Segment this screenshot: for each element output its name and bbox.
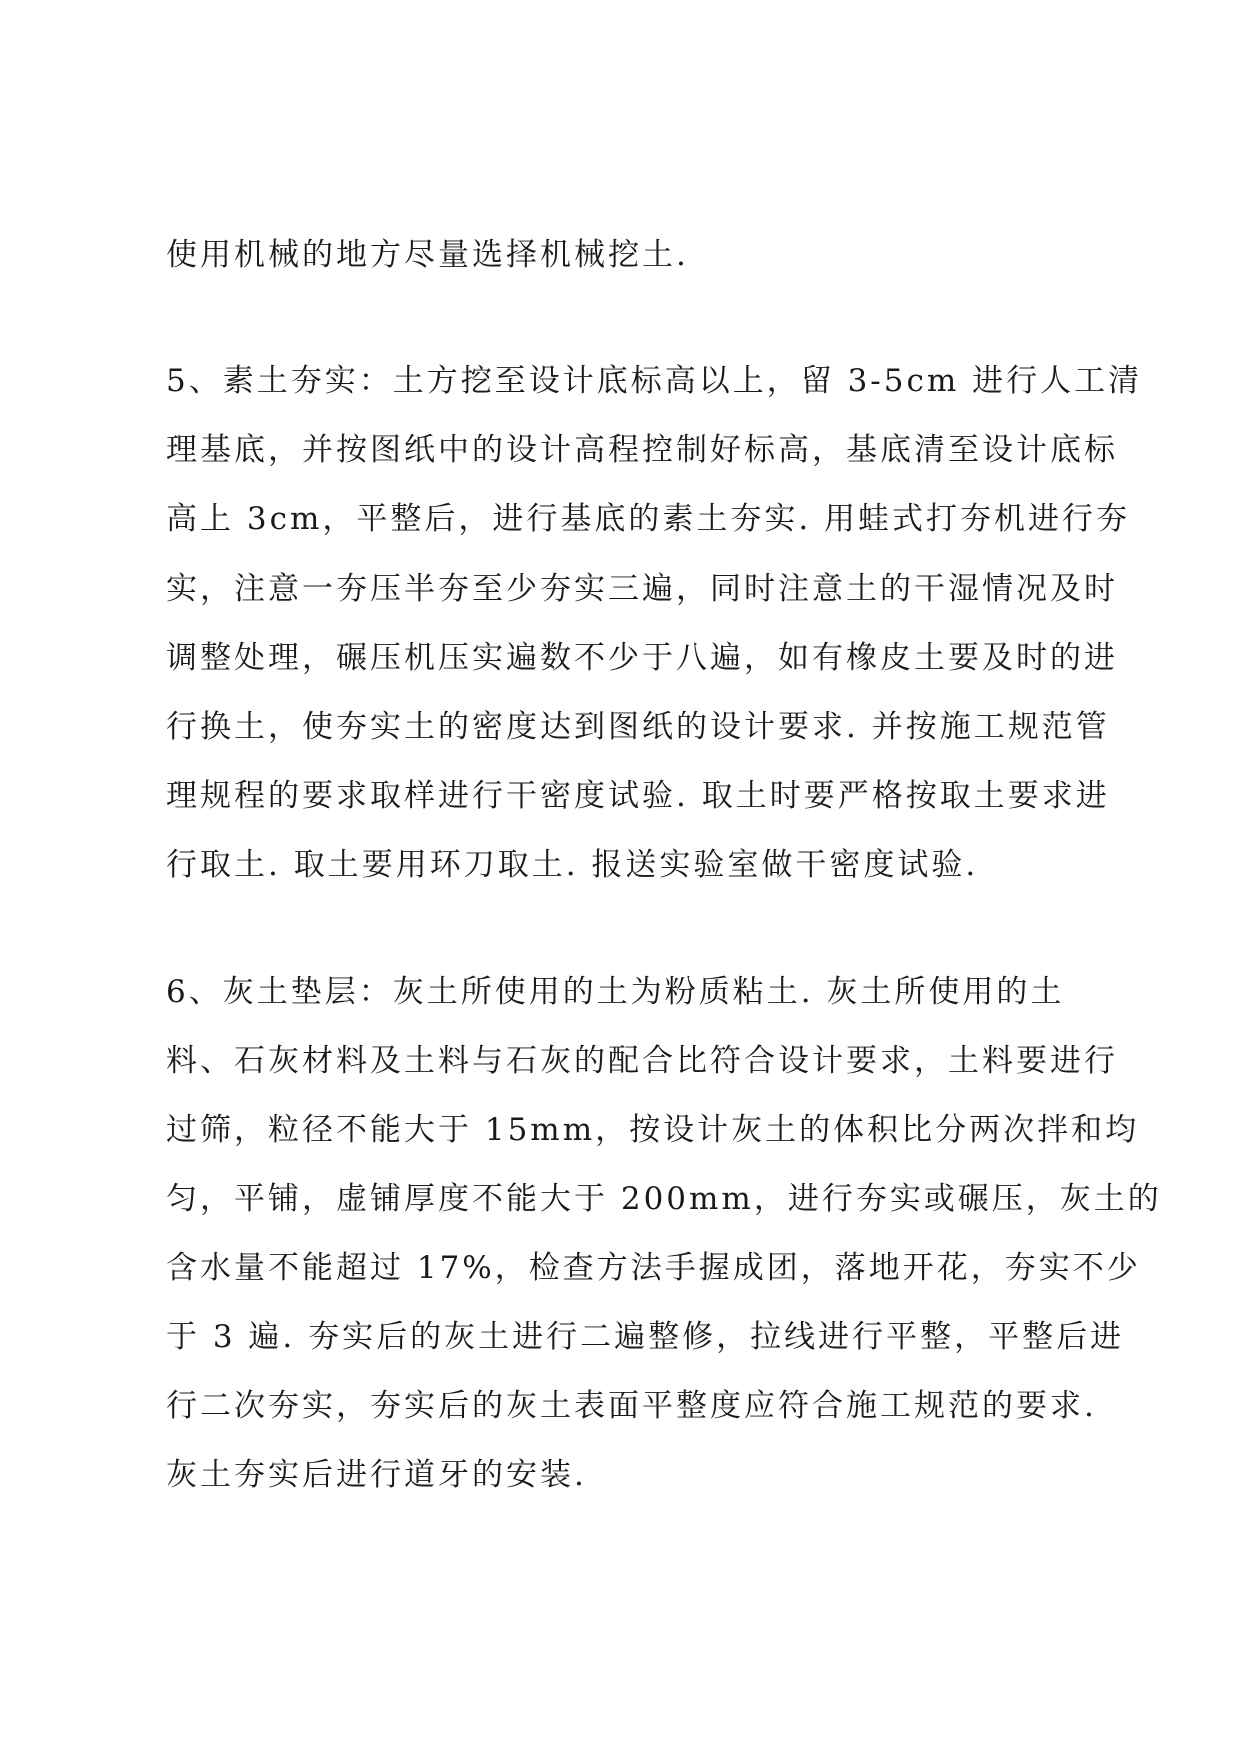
paragraph-6-line-1: 6、灰土垫层：灰土所使用的土为粉质粘土. 灰土所使用的土 <box>166 974 1065 1010</box>
paragraph-6-line-4: 匀，平铺，虚铺厚度不能大于 200mm，进行夯实或碾压，灰土的 <box>166 1181 1162 1217</box>
paragraph-4-tail-line: 使用机械的地方尽量选择机械挖土. <box>166 237 689 273</box>
paragraph-6-line-8: 灰土夯实后进行道牙的安装. <box>166 1457 587 1493</box>
paragraph-5-line-8: 行取土. 取土要用环刀取土. 报送实验室做干密度试验. <box>166 847 979 883</box>
paragraph-5-line-4: 实，注意一夯压半夯至少夯实三遍，同时注意土的干湿情况及时 <box>166 571 1118 607</box>
paragraph-6-line-6: 于 3 遍. 夯实后的灰土进行二遍整修，拉线进行平整，平整后进 <box>166 1319 1125 1355</box>
paragraph-5-line-7: 理规程的要求取样进行干密度试验. 取土时要严格按取土要求进 <box>166 778 1110 814</box>
paragraph-6-line-7: 行二次夯实，夯实后的灰土表面平整度应符合施工规范的要求. <box>166 1388 1097 1424</box>
paragraph-5-line-2: 理基底，并按图纸中的设计高程控制好标高，基底清至设计底标 <box>166 432 1118 468</box>
paragraph-6-line-2: 料、石灰材料及土料与石灰的配合比符合设计要求，土料要进行 <box>166 1043 1118 1079</box>
paragraph-5-line-3: 高上 3cm，平整后，进行基底的素土夯实. 用蛙式打夯机进行夯 <box>166 501 1131 537</box>
paragraph-5-line-1: 5、素土夯实：土方挖至设计底标高以上，留 3-5cm 进行人工清 <box>166 363 1143 399</box>
paragraph-6-line-3: 过筛，粒径不能大于 15mm，按设计灰土的体积比分两次拌和均 <box>166 1112 1140 1148</box>
paragraph-5-line-6: 行换土，使夯实土的密度达到图纸的设计要求. 并按施工规范管 <box>166 709 1110 745</box>
paragraph-5-line-5: 调整处理，碾压机压实遍数不少于八遍，如有橡皮土要及时的进 <box>166 640 1118 676</box>
paragraph-6-line-5: 含水量不能超过 17%，检查方法手握成团，落地开花，夯实不少 <box>166 1250 1141 1286</box>
